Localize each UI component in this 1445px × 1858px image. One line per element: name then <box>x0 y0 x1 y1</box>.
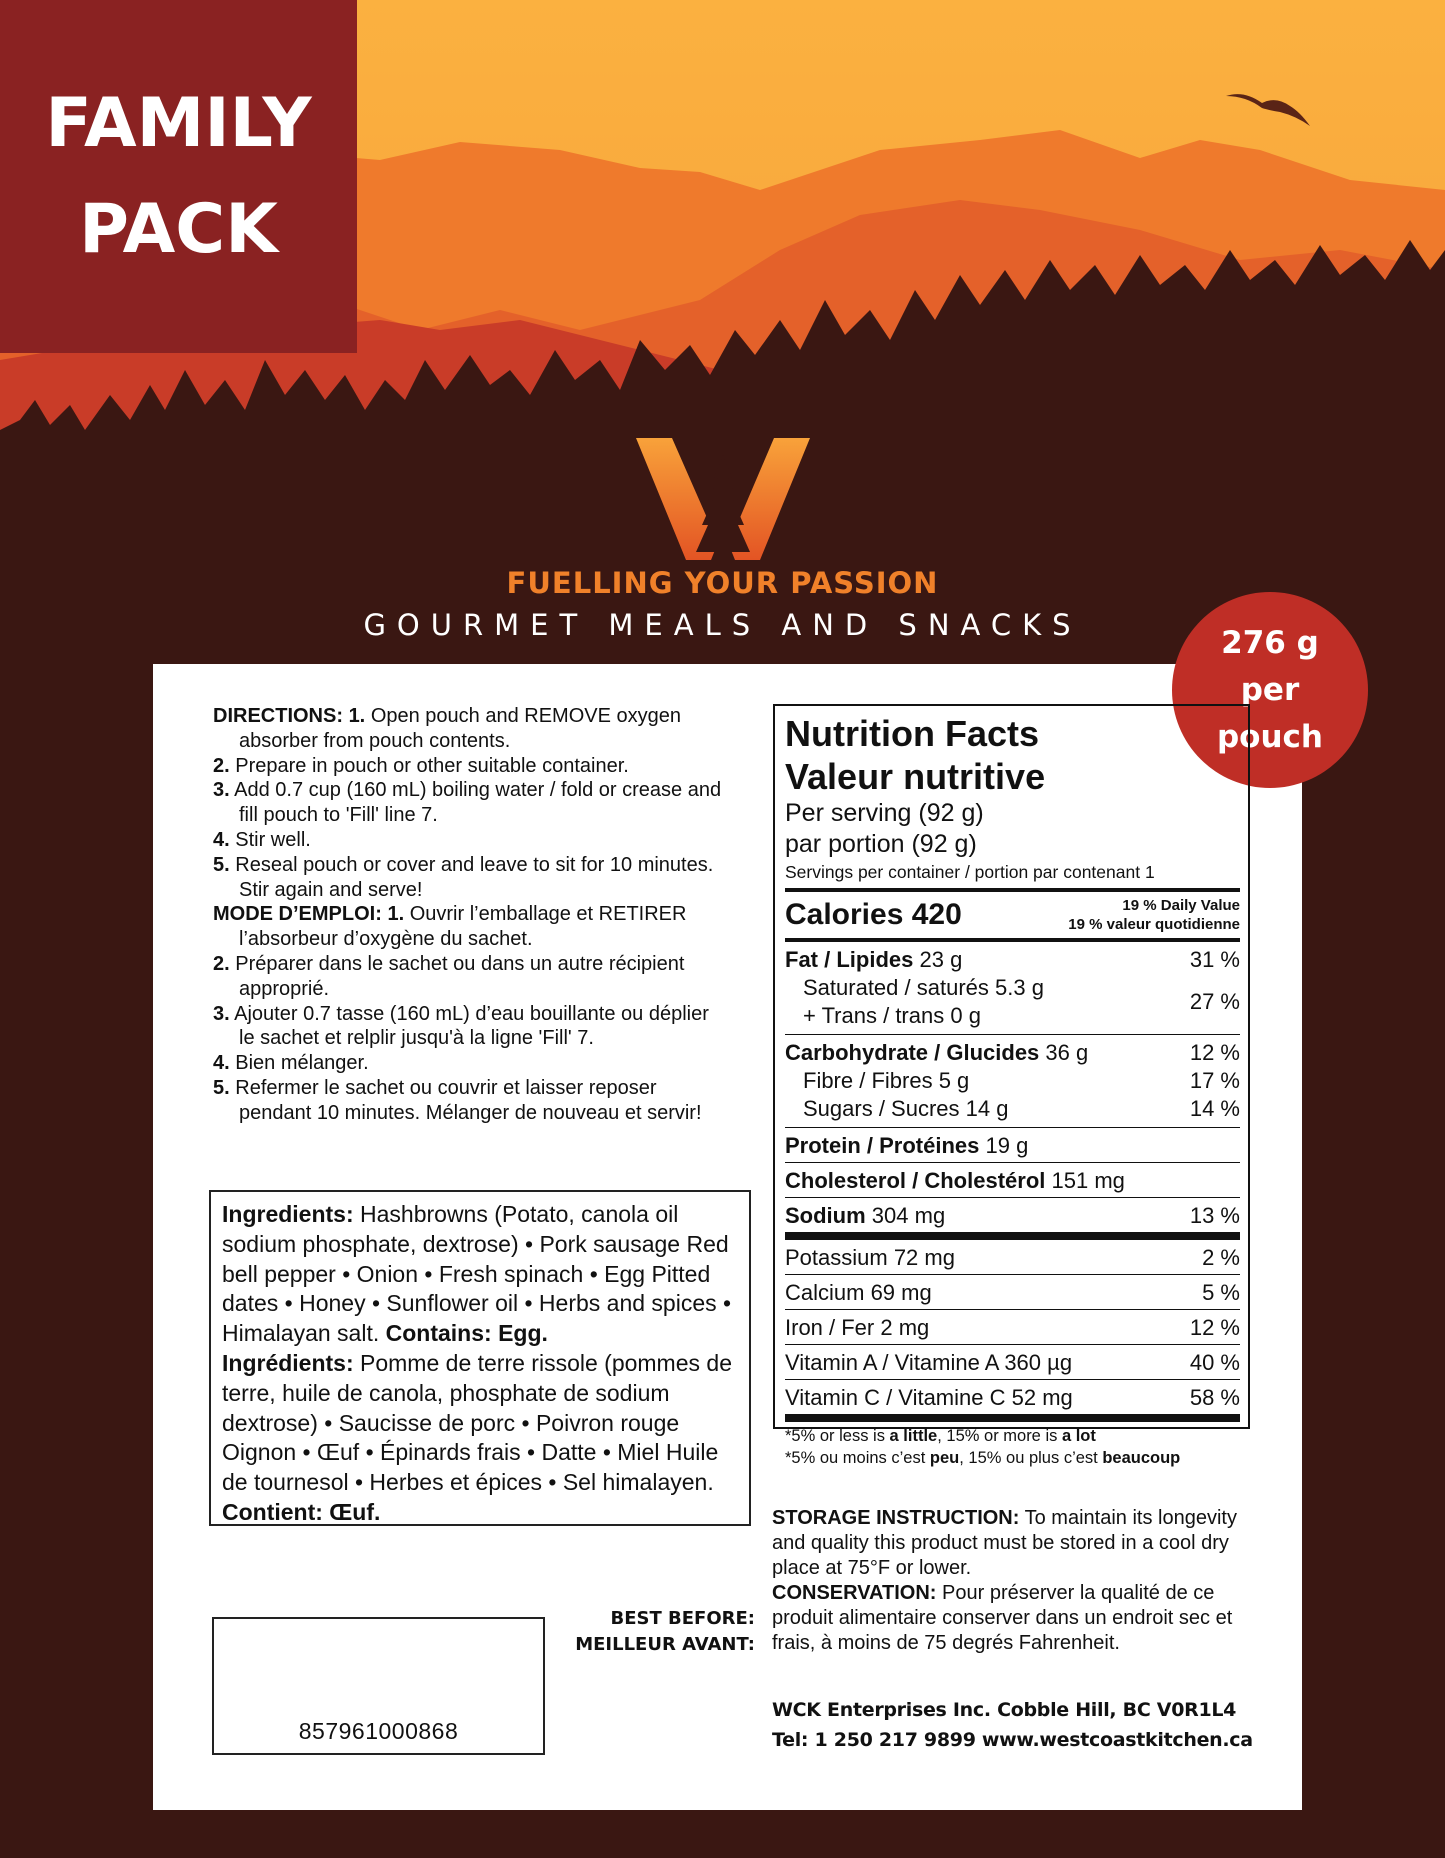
company-info <box>772 1695 1292 1755</box>
ingredients-fr: Ingrédients: Pomme de terre rissole (pommes de terre, huile de canola, phosphate de sodium dextrose) • Saucisse de porc • Poivron rouge Oignon • Œuf • Épinards frais • Datte • Miel Huile de tournesol • Herbes et épices • Sel himalayen. Contient: Œuf. <box>222 1349 732 1525</box>
footnote-en: *5% or less is a little, 15% or more is a lot <box>785 1427 1096 1445</box>
cholesterol-row: Cholesterol / Cholestérol 151 mg <box>785 1168 1125 1193</box>
family-pack-line2: PACK <box>79 189 278 269</box>
serving-size-fr: par portion (92 g) <box>785 830 977 858</box>
iron-row: Iron / Fer 2 mg 12 % <box>785 1315 1240 1340</box>
direction-en-5: 5. Reseal pouch or cover and leave to sit for 10 minutes. Stir again and serve! <box>213 853 714 901</box>
calories-row <box>785 892 1240 938</box>
nutrition-facts-table <box>773 704 1250 1467</box>
direction-en-1: DIRECTIONS: 1. Open pouch and REMOVE oxygen absorber from pouch contents. <box>213 705 681 752</box>
fibre-row: Fibre / Fibres 5 g 17 % <box>803 1068 1240 1093</box>
weight-line1: 276 g <box>1221 624 1319 661</box>
serving-size-en: Per serving (92 g) <box>785 799 984 827</box>
sugars-row: Sugars / Sucres 14 g 14 % <box>803 1096 1240 1121</box>
servings-per-container: Servings per container / portion par contenant 1 <box>785 862 1155 882</box>
storage-instructions <box>772 1506 1242 1656</box>
daily-value-footnote <box>785 1422 1240 1469</box>
ingredients-box <box>209 1190 751 1526</box>
ingredients-en: Ingredients: Hashbrowns (Potato, canola oil sodium phosphate, dextrose) • Pork sausage Red bell pepper • Onion • Fresh spinach • Egg Pitted dates • Honey • Sunflower oil • Herbs and spices • Himalayan salt. Contains: Egg. <box>222 1201 732 1347</box>
direction-fr-1: MODE D’EMPLOI: 1. Ouvrir l’emballage et RETIRER l’absorbeur d’oxygène du sachet. <box>213 903 687 951</box>
tagline: FUELLING YOUR PASSION <box>506 566 939 600</box>
company-address: WCK Enterprises Inc. Cobble Hill, BC V0R1L4 <box>772 1699 1237 1721</box>
weight-line2: per <box>1240 671 1300 708</box>
best-before <box>545 1606 755 1658</box>
nutrition-title-fr: Valeur nutritive <box>785 756 1046 797</box>
family-pack-line1: FAMILY <box>45 83 312 163</box>
rule <box>785 1232 1240 1240</box>
best-before-en: BEST BEFORE: <box>610 1608 755 1629</box>
mode-emploi-heading: MODE D’EMPLOI: <box>213 903 382 926</box>
storage-en: STORAGE INSTRUCTION: To maintain its longevity and quality this product must be stored in a cool dry place at 75°F or lower. <box>772 1507 1237 1579</box>
directions-heading: DIRECTIONS: <box>213 705 343 727</box>
rule <box>785 1414 1240 1422</box>
carbohydrate-row: Carbohydrate / Glucides 36 g 12 % <box>785 1040 1240 1065</box>
directions <box>213 704 723 1126</box>
calories: Calories 420 <box>785 898 962 931</box>
direction-en-2: 2. Prepare in pouch or other suitable container. <box>213 754 629 777</box>
sodium-row: Sodium 304 mg 13 % <box>785 1203 1240 1228</box>
barcode-number: 857961000868 <box>298 1718 459 1744</box>
potassium-row: Potassium 72 mg 2 % <box>785 1245 1240 1270</box>
direction-fr-4: 4. Bien mélanger. <box>213 1052 369 1075</box>
weight-line3: pouch <box>1216 718 1323 755</box>
protein-row: Protein / Protéines 19 g <box>785 1133 1029 1158</box>
direction-fr-2: 2. Préparer dans le sachet ou dans un autre récipient approprié. <box>213 952 685 1000</box>
daily-value-header: 19 % Daily Value 19 % valeur quotidienne <box>1068 897 1240 933</box>
storage-fr: CONSERVATION: Pour préserver la qualité de ce produit alimentaire conserver dans un endroit sec et frais, à moins de 75 degrés Fahrenheit. <box>772 1582 1233 1654</box>
best-before-fr: MEILLEUR AVANT: <box>575 1634 755 1655</box>
saturated-trans-row: Saturated / saturés 5.3 g + Trans / trans 0 g 27 % <box>803 975 1240 1028</box>
subtagline: GOURMET MEALS AND SNACKS <box>363 608 1082 642</box>
nutrition-title-en: Nutrition Facts <box>785 713 1040 754</box>
family-pack-badge <box>0 0 357 353</box>
direction-fr-3: 3. Ajouter 0.7 tasse (160 mL) d’eau bouillante ou déplier le sachet et relplir jusqu'à la ligne 'Fill' 7. <box>213 1002 709 1050</box>
vitamin-a-row: Vitamin A / Vitamine A 360 µg 40 % <box>785 1350 1240 1375</box>
company-contact: Tel: 1 250 217 9899 www.westcoastkitchen.ca <box>772 1729 1253 1751</box>
direction-en-4: 4. Stir well. <box>213 828 311 851</box>
calcium-row: Calcium 69 mg 5 % <box>785 1280 1240 1305</box>
direction-en-3: 3. Add 0.7 cup (160 mL) boiling water / fold or crease and fill pouch to 'Fill' line 7. <box>213 779 722 827</box>
vitamin-c-row: Vitamin C / Vitamine C 52 mg 58 % <box>785 1385 1240 1410</box>
direction-fr-5: 5. Refermer le sachet ou couvrir et laisser reposer pendant 10 minutes. Mélanger de nouveau et servir! <box>213 1076 702 1124</box>
footnote-fr: *5% ou moins c’est peu, 15% ou plus c’est beaucoup <box>785 1449 1181 1467</box>
fat-row: Fat / Lipides 23 g 31 % <box>785 947 1240 972</box>
